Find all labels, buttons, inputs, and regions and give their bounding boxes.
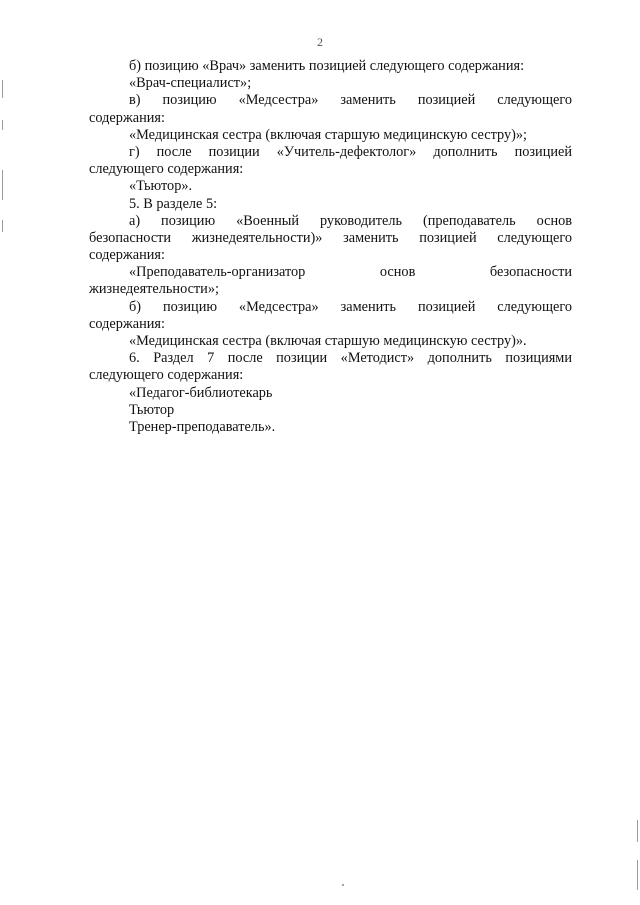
scan-edge-marks [635, 820, 638, 900]
text-line: а) позицию «Военный руководитель (преподаватель основ [129, 212, 572, 229]
text-line: «Медицинская сестра (включая старшую медицинскую сестру)»; [129, 126, 527, 143]
text-line: содержания: [89, 109, 165, 126]
text-line: г) после позиции «Учитель-дефектолог» дополнить позицией [129, 143, 572, 160]
text-line: «Тьютор». [129, 178, 193, 195]
text-line: Тренер-преподаватель». [129, 418, 276, 435]
document-body [89, 58, 572, 436]
text-line: б) позицию «Врач» заменить позицией следующего содержания: [129, 58, 525, 74]
text-line: содержания: [89, 247, 165, 264]
text-line: «Педагог-библиотекарь [129, 384, 273, 401]
text-line: «Врач-специалист»; [129, 75, 252, 92]
text-line: «Медицинская сестра (включая старшую медицинскую сестру)». [129, 333, 527, 349]
scan-speck [342, 884, 344, 886]
text-line: следующего содержания: [89, 367, 244, 384]
text-line: Тьютор [129, 401, 175, 418]
text-line: содержания: [89, 315, 165, 332]
text-line: безопасности жизнедеятельности)» заменить позицией следующего [89, 229, 572, 246]
text-line: 6. Раздел 7 после позиции «Методист» дополнить позициями [129, 350, 572, 367]
page-number: 2 [317, 35, 323, 49]
text-line: в) позицию «Медсестра» заменить позицией следующего [129, 92, 572, 109]
scan-margin-marks [2, 80, 4, 240]
text-line: жизнедеятельности»; [89, 281, 219, 298]
text-line: 5. В разделе 5: [129, 195, 218, 212]
text-line: следующего содержания: [89, 161, 244, 178]
text-line: б) позицию «Медсестра» заменить позицией следующего [129, 298, 572, 315]
text-line: «Преподаватель-организатор основ безопасности [129, 264, 572, 281]
